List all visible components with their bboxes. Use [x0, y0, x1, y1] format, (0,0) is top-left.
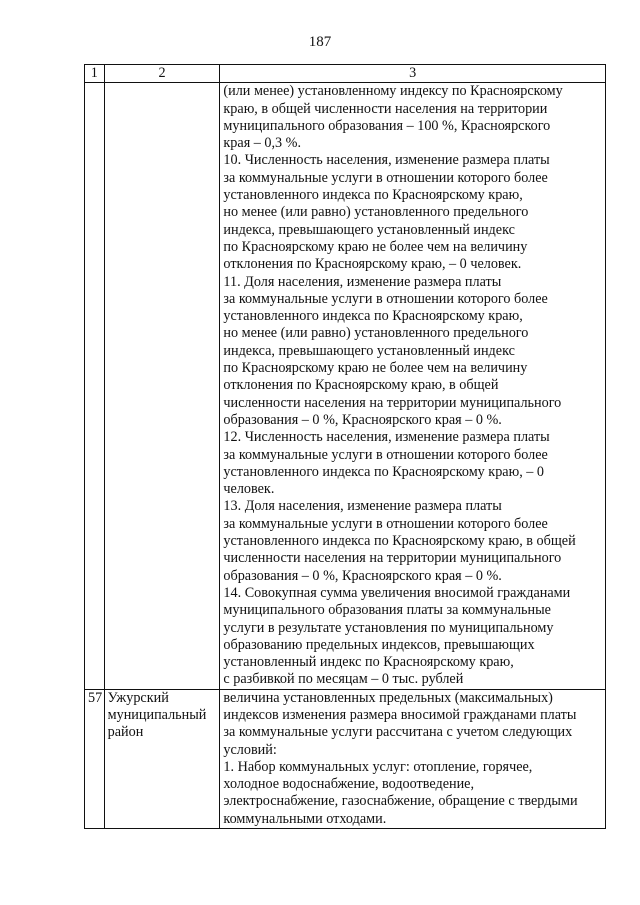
description-line: установленного индекса по Красноярскому краю, – 0 [223, 463, 545, 480]
description-line: величина установленных предельных (максимальных) [223, 689, 553, 706]
description-line: 11. Доля населения, изменение размера платы [223, 273, 502, 290]
description-line: образования – 0 %, Красноярского края – 0 %. [223, 567, 502, 584]
description-line: краю, в общей численности населения на территории [223, 100, 548, 117]
row-number-cell [85, 83, 105, 689]
description-line: отклонения по Красноярскому краю, – 0 человек. [223, 256, 522, 273]
municipality-name-line: район [107, 724, 144, 741]
description-line: муниципального образования – 100 %, Красноярского [223, 117, 551, 134]
description-line: по Красноярскому краю не более чем на величину [223, 360, 528, 377]
description-line: индекса, превышающего установленный индекс [223, 342, 515, 359]
description-line: 10. Численность населения, изменение размера платы [223, 152, 550, 169]
description-line: установленного индекса по Красноярскому краю, [223, 308, 523, 325]
description-line: человек. [223, 481, 275, 498]
description-line: услуги в результате установления по муниципальному [223, 619, 554, 636]
description-line: установленного индекса по Красноярскому краю, в общей [223, 533, 576, 550]
description-line: электроснабжение, газоснабжение, обращение с твердыми [223, 793, 578, 810]
description-line: муниципального образования платы за коммунальные [223, 602, 551, 619]
description-line: с разбивкой по месяцам – 0 тыс. рублей [223, 671, 464, 688]
description-line: но менее (или равно) установленного предельного [223, 325, 529, 342]
description-line: края – 0,3 %. [223, 135, 302, 152]
description-line: но менее (или равно) установленного предельного [223, 204, 529, 221]
description-line: коммунальными отходами. [223, 810, 387, 827]
description-cell [220, 83, 606, 689]
description-line: за коммунальные услуги в отношении которого более [223, 515, 548, 532]
description-line: численности населения на территории муниципального [223, 550, 562, 567]
description-line: установленного индекса по Красноярскому краю, [223, 187, 523, 204]
row-number-cell: 57 [85, 689, 105, 828]
municipality-name-line: Ужурский [107, 689, 169, 706]
description-line: 12. Численность населения, изменение размера платы [223, 429, 550, 446]
table-row [85, 83, 606, 689]
document-table [84, 64, 606, 829]
description-line: отклонения по Красноярскому краю, в общей [223, 377, 499, 394]
description-line: холодное водоснабжение, водоотведение, [223, 776, 475, 793]
description-line: за коммунальные услуги в отношении которого более [223, 446, 548, 463]
description-line: индексов изменения размера вносимой гражданами платы [223, 706, 577, 723]
column-header-1: 1 [85, 65, 105, 83]
municipality-name-cell [104, 689, 220, 828]
description-cell [220, 689, 606, 828]
column-header-3: 3 [220, 65, 606, 83]
description-line: за коммунальные услуги в отношении которого более [223, 169, 548, 186]
description-line: за коммунальные услуги рассчитана с учетом следующих [223, 724, 573, 741]
description-line: по Красноярскому краю не более чем на величину [223, 238, 528, 255]
description-line: 1. Набор коммунальных услуг: отопление, горячее, [223, 758, 533, 775]
description-line: 13. Доля населения, изменение размера платы [223, 498, 502, 515]
municipality-name-cell [104, 83, 220, 689]
municipality-name-line: муниципальный [107, 706, 207, 723]
column-header-2: 2 [104, 65, 220, 83]
table-header-row [85, 65, 606, 83]
description-line: индекса, превышающего установленный индекс [223, 221, 515, 238]
page-number: 187 [308, 34, 332, 50]
description-line: 14. Совокупная сумма увеличения вносимой гражданами [223, 584, 571, 601]
description-line: образования – 0 %, Красноярского края – 0 %. [223, 411, 502, 428]
description-line: условий: [223, 741, 277, 758]
description-line: за коммунальные услуги в отношении которого более [223, 290, 548, 307]
description-line: установленный индекс по Красноярскому краю, [223, 654, 514, 671]
description-line: численности населения на территории муниципального [223, 394, 562, 411]
table-row [85, 689, 606, 828]
description-line: образованию предельных индексов, превышающих [223, 636, 535, 653]
description-line: (или менее) установленному индексу по Красноярскому [223, 83, 563, 100]
